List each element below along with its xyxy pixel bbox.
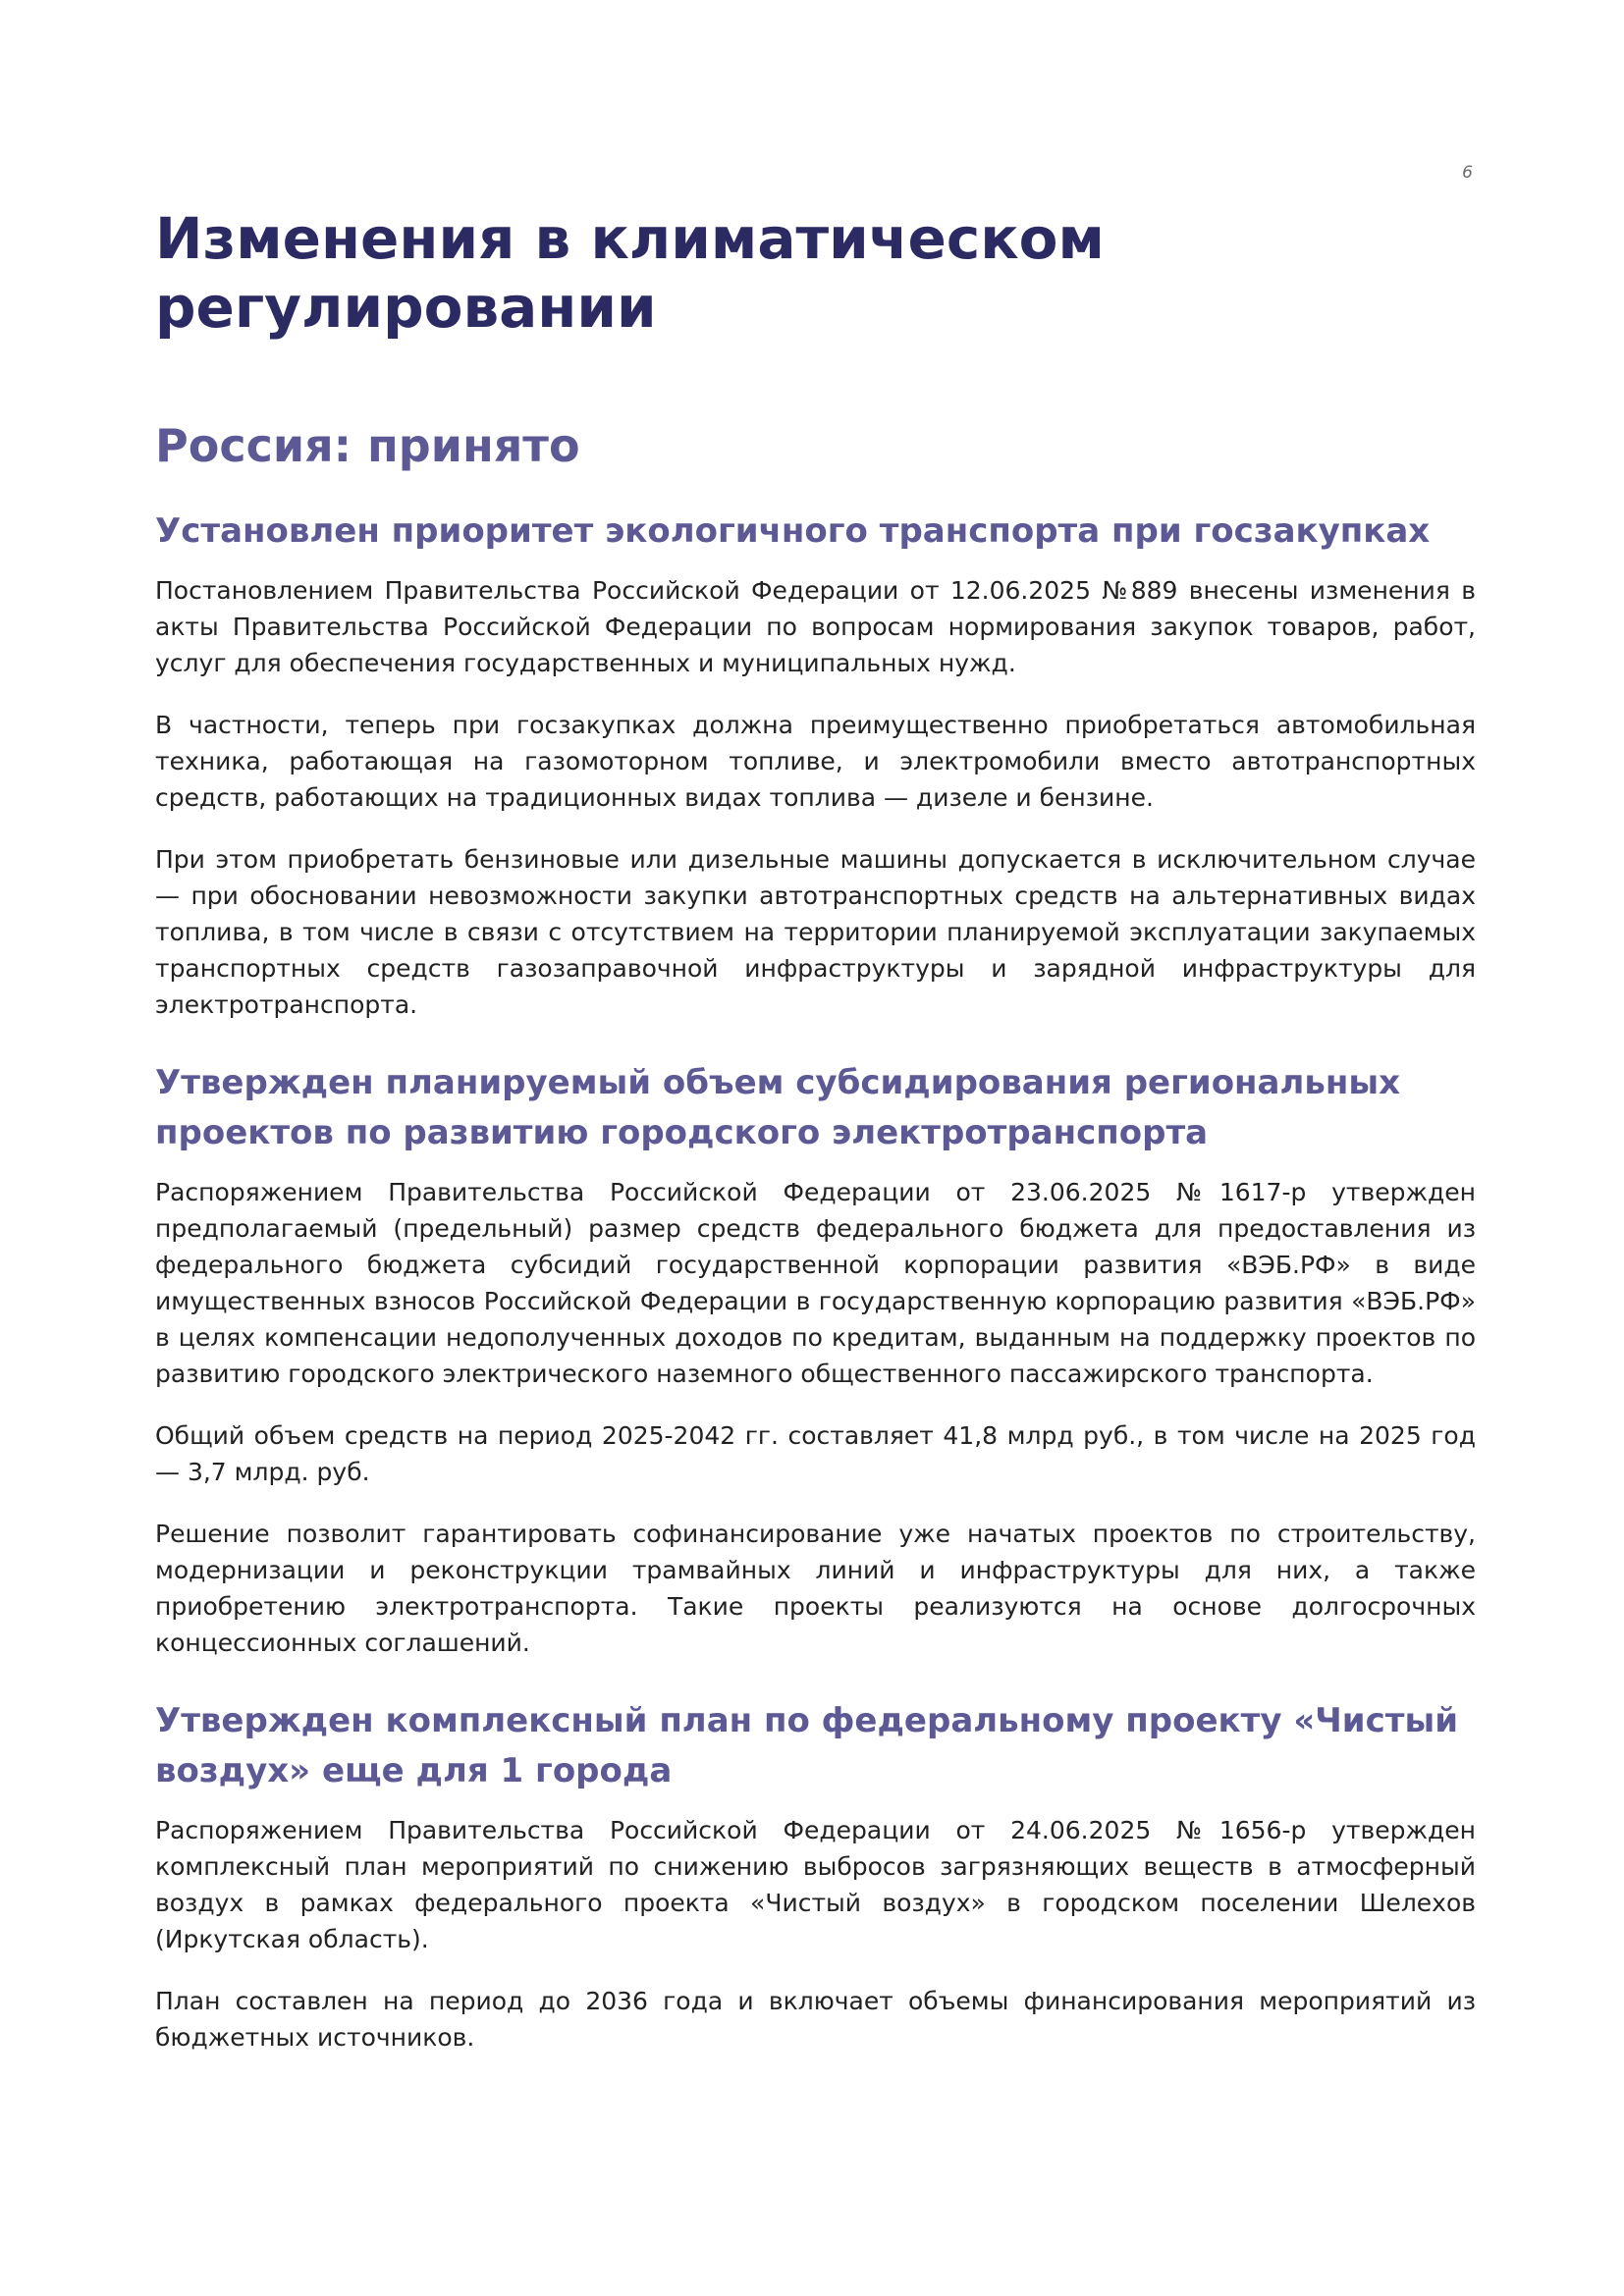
article-heading: Утвержден комплексный план по федеральному проекту «Чистый воздух» еще для 1 города xyxy=(155,1701,1459,1790)
article-clean-air-plan xyxy=(155,1696,1476,2056)
article-paragraph: Распоряжением Правительства Российской Федерации от 23.06.2025 №1617-р утвержден предполагаемый (предельный) размер средств федерального бюджета для предоставления из федерального бюджета субсидий государственной корпорации развития «ВЭБ.РФ» в виде имущественных взносов Российской Федерации в государственную корпорацию развития «ВЭБ.РФ» в целях компенсации недополученных доходов по кредитам, выданным на поддержку проектов по развитию городского электрического наземного общественного пассажирского транспорта. xyxy=(155,1178,1476,1388)
article-heading: Установлен приоритет экологичного транспорта при госзакупках xyxy=(155,511,1431,551)
page-number: 6 xyxy=(1462,163,1473,183)
section-title: Россия: принято xyxy=(155,419,580,472)
article-paragraph: План составлен на период до 2036 года и включает объемы финансирования мероприятий из бюджетных источников. xyxy=(155,1987,1476,2052)
article-paragraph: Решение позволит гарантировать софинансирование уже начатых проектов по строительству, модернизации и реконструкции трамвайных линий и инфраструктуры для них, а также приобретению электротранспорта. Такие проекты реализуются на основе долгосрочных концессионных соглашений. xyxy=(155,1520,1476,1657)
page-content xyxy=(155,204,1476,2056)
article-paragraph: Постановлением Правительства Российской Федерации от 12.06.2025 №889 внесены изменения в акты Правительства Российской Федерации по вопросам нормирования закупок товаров, работ, услуг для обеспечения государственных и муниципальных нужд. xyxy=(155,576,1476,677)
article-electrotransport-subsidy xyxy=(155,1058,1476,1661)
article-eco-transport xyxy=(155,507,1476,1023)
article-heading: Утвержден планируемый объем субсидирования региональных проектов по развитию городского электротранспорта xyxy=(155,1063,1401,1152)
article-paragraph: Общий объем средств на период 2025-2042 гг. составляет 41,8 млрд руб., в том числе на 2025 год — 3,7 млрд. руб. xyxy=(155,1421,1476,1486)
page-title: Изменения в климатическом регулировании xyxy=(155,205,1105,341)
article-paragraph: При этом приобретать бензиновые или дизельные машины допускается в исключительном случае — при обосновании невозможности закупки автотранспортных средств на альтернативных видах топлива, в том числе в связи с отсутствием на территории планируемой эксплуатации закупаемых транспортных средств газозаправочной инфраструктуры и зарядной инфраструктуры для электротранспорта. xyxy=(155,845,1476,1019)
article-paragraph: Распоряжением Правительства Российской Федерации от 24.06.2025 №1656-р утвержден комплексный план мероприятий по снижению выбросов загрязняющих веществ в атмосферный воздух в рамках федерального проекта «Чистый воздух» в городском поселении Шелехов (Иркутская область). xyxy=(155,1816,1476,1953)
article-paragraph: В частности, теперь при госзакупках должна преимущественно приобретаться автомобильная техника, работающая на газомоторном топливе, и электромобили вместо автотранспортных средств, работающих на традиционных видах топлива — дизеле и бензине. xyxy=(155,711,1476,812)
